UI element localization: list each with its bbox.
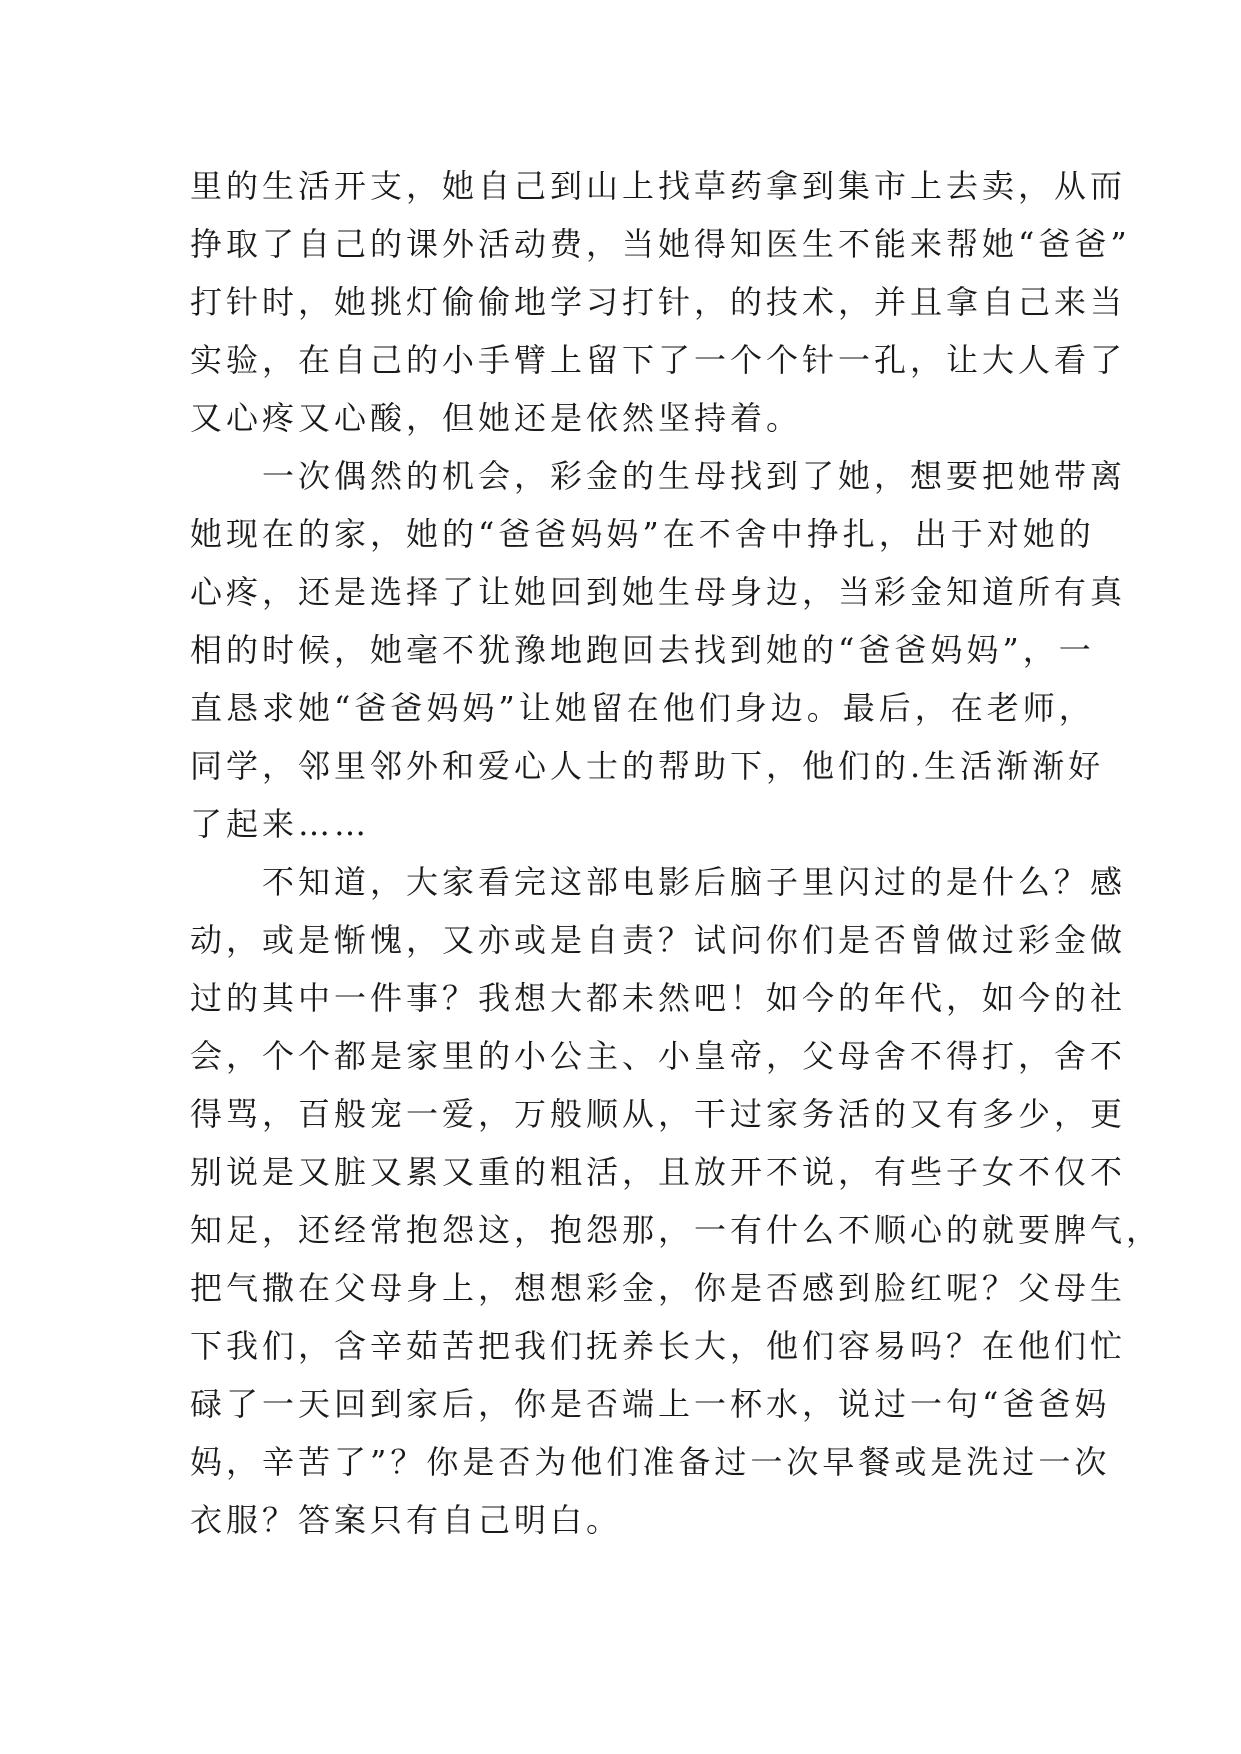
text-line: 直恳求她“爸爸妈妈”让她留在他们身边。最后，在老师， xyxy=(190,689,1095,727)
text-line: 碌了一天回到家后，你是否端上一杯水，说过一句“爸爸妈 xyxy=(190,1385,1111,1423)
text-line: 不知道，大家看完这部电影后脑子里闪过的是什么？感 xyxy=(262,863,1127,901)
text-line: 动，或是惭愧，又亦或是自责？试问你们是否曾做过彩金做 xyxy=(190,921,1127,959)
text-line: 挣取了自己的课外活动费，当她得知医生不能来帮她“爸爸” xyxy=(190,225,1131,263)
text-line: 又心疼又心酸，但她还是依然坚持着。 xyxy=(190,399,803,437)
document-body xyxy=(190,157,1163,1549)
text-line: 相的时候，她毫不犹豫地跑回去找到她的“爸爸妈妈”，一 xyxy=(190,631,1095,669)
text-line: 同学，邻里邻外和爱心人士的帮助下，他们的.生活渐渐好 xyxy=(190,747,1105,785)
text-line: 妈，辛苦了”？你是否为他们准备过一次早餐或是洗过一次 xyxy=(190,1443,1111,1481)
text-line: 把气撒在父母身上，想想彩金，你是否感到脸红呢？父母生 xyxy=(190,1269,1127,1307)
text-line: 过的其中一件事？我想大都未然吧！如今的年代，如今的社 xyxy=(190,979,1127,1017)
text-line: 知足，还经常抱怨这，抱怨那，一有什么不顺心的就要脾气， xyxy=(190,1211,1163,1249)
text-line: 下我们，含辛茹苦把我们抚养长大，他们容易吗？在他们忙 xyxy=(190,1327,1127,1365)
text-line: 打针时，她挑灯偷偷地学习打针，的技术，并且拿自己来当 xyxy=(190,283,1127,321)
text-line: 里的生活开支，她自己到山上找草药拿到集市上去卖，从而 xyxy=(190,167,1127,205)
text-line: 会，个个都是家里的小公主、小皇帝，父母舍不得打，舍不 xyxy=(190,1037,1127,1075)
text-line: 一次偶然的机会，彩金的生母找到了她，想要把她带离 xyxy=(262,457,1127,495)
paragraph xyxy=(190,447,1127,853)
text-line: 了起来…… xyxy=(190,805,371,843)
paragraph xyxy=(190,157,1131,447)
text-line: 得骂，百般宠一爱，万般顺从，干过家务活的又有多少，更 xyxy=(190,1095,1127,1133)
text-line: 衣服？答案只有自己明白。 xyxy=(190,1501,623,1539)
paragraph xyxy=(190,853,1163,1549)
text-line: 她现在的家，她的“爸爸妈妈”在不舍中挣扎，出于对她的 xyxy=(190,515,1095,553)
text-line: 实验，在自己的小手臂上留下了一个个针一孔，让大人看了 xyxy=(190,341,1127,379)
text-line: 别说是又脏又累又重的粗活，且放开不说，有些子女不仅不 xyxy=(190,1153,1127,1191)
text-line: 心疼，还是选择了让她回到她生母身边，当彩金知道所有真 xyxy=(190,573,1127,611)
